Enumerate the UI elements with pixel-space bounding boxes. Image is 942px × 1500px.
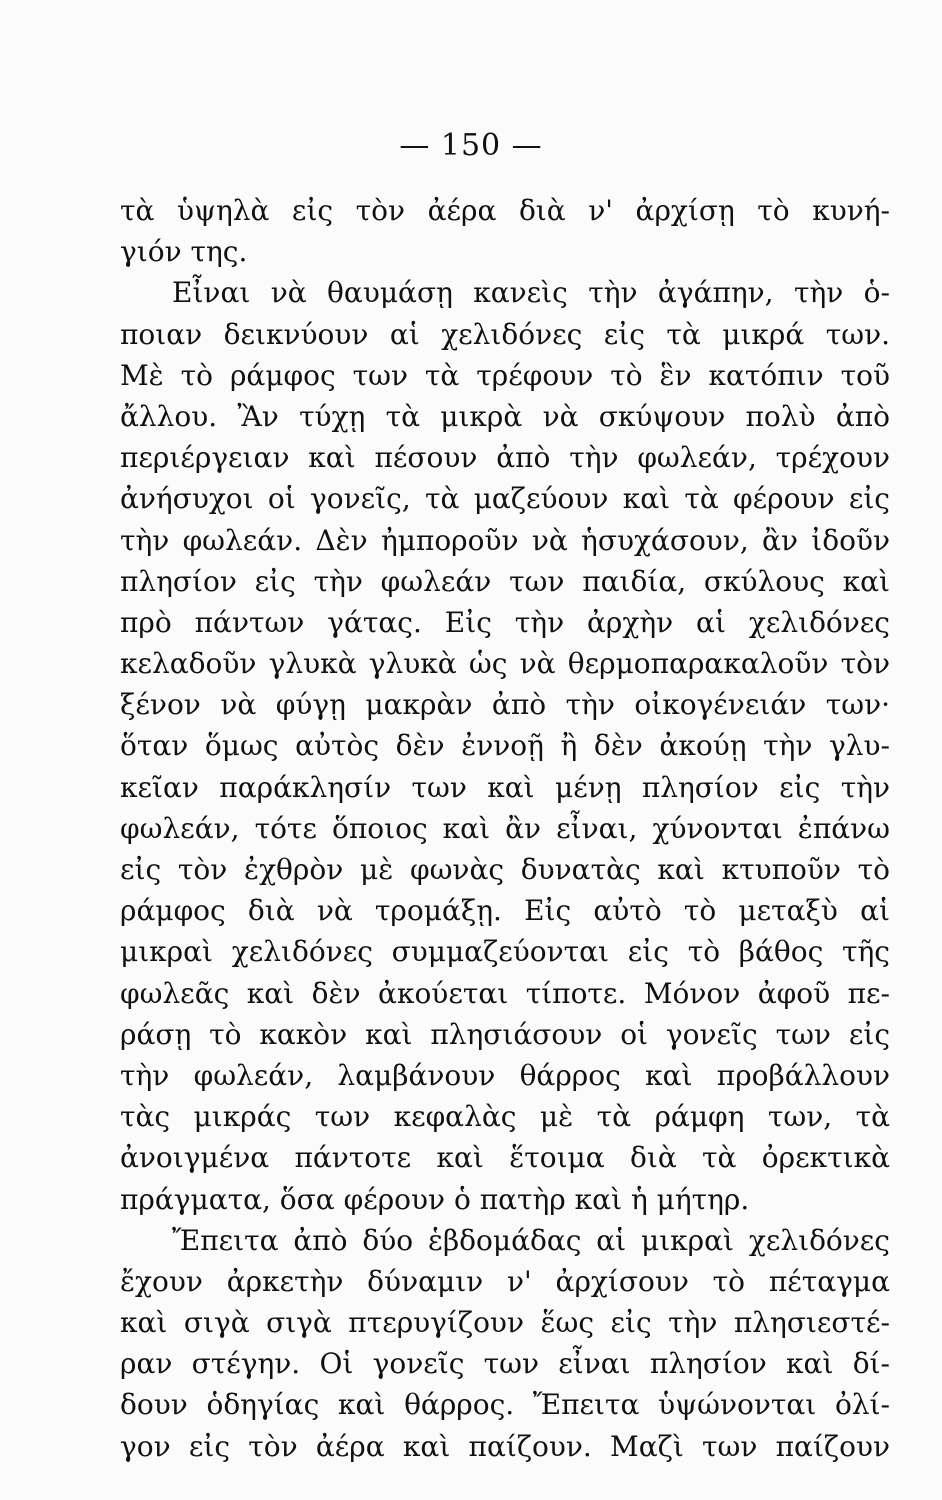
text-line: ἔχουν ἀρκετὴν δύναμιν ν' ἀρχίσουν τὸ πέταγμα (120, 1264, 890, 1298)
text-line: ἀνήσυχοι οἱ γονεῖς, τὰ μαζεύουν καὶ τὰ φέρουν εἰς (120, 482, 890, 516)
text-line: ἄλλου. Ἂν τύχῃ τὰ μικρὰ νὰ σκύψουν πολὺ ἀπὸ (120, 399, 890, 433)
text-line: Εἶναι νὰ θαυμάσῃ κανεὶς τὴν ἀγάπην, τὴν ὁ- (172, 276, 890, 310)
text-line: πράγματα, ὅσα φέρουν ὁ πατὴρ καὶ ἡ μήτηρ. (120, 1182, 750, 1216)
text-line: ράμφος διὰ νὰ τρομάξῃ. Εἰς αὐτὸ τὸ μεταξὺ αἱ (120, 894, 890, 928)
text-line: γιόν της. (120, 235, 248, 269)
text-line: περιέργειαν καὶ πέσουν ἀπὸ τὴν φωλεάν, τρέχουν (120, 441, 890, 475)
text-line: ράσῃ τὸ κακὸν καὶ πλησιάσουν οἱ γονεῖς των εἰς (120, 1017, 890, 1051)
body-text (120, 190, 890, 1467)
text-line: πλησίον εἰς τὴν φωλεάν των παιδία, σκύλους καὶ (120, 564, 890, 598)
text-line: ξένον νὰ φύγῃ μακρὰν ἀπὸ τὴν οἰκογένειάν των· (120, 688, 890, 722)
text-line: Μὲ τὸ ράμφος των τὰ τρέφουν τὸ ἓν κατόπιν τοῦ (120, 358, 890, 392)
text-line: τὴν φωλεάν. Δὲν ἠμποροῦν νὰ ἡσυχάσουν, ἂν ἰδοῦν (120, 523, 890, 557)
text-line: ραν στέγην. Οἱ γονεῖς των εἶναι πλησίον καὶ δί- (120, 1347, 890, 1381)
page-number: — 150 — (399, 128, 543, 163)
text-line: φωλεάν, τότε ὅποιος καὶ ἂν εἶναι, χύνονται ἐπάνω (120, 811, 890, 845)
text-line: φωλεᾶς καὶ δὲν ἀκούεται τίποτε. Μόνον ἀφοῦ πε- (120, 976, 890, 1010)
text-line: μικραὶ χελιδόνες συμμαζεύονται εἰς τὸ βάθος τῆς (120, 935, 890, 969)
text-line: εἰς τὸν ἐχθρὸν μὲ φωνὰς δυνατὰς καὶ κτυποῦν τὸ (120, 853, 890, 886)
text-line: ποιαν δεικνύουν αἱ χελιδόνες εἰς τὰ μικρά των. (120, 317, 890, 351)
text-line: τὴν φωλεάν, λαμβάνουν θάρρος καὶ προβάλλουν (120, 1058, 890, 1092)
text-line: ὅταν ὅμως αὐτὸς δὲν ἐννοῇ ἢ δὲν ἀκούῃ τὴν γλυ- (120, 729, 890, 763)
text-line: καὶ σιγὰ σιγὰ πτερυγίζουν ἕως εἰς τὴν πλησιεστέ- (120, 1306, 890, 1340)
text-line: τὰς μικράς των κεφαλὰς μὲ τὰ ράμφη των, τὰ (120, 1100, 890, 1134)
text-line: τὰ ὑψηλὰ εἰς τὸν ἀέρα διὰ ν' ἀρχίσῃ τὸ κυνή- (120, 194, 890, 227)
text-line: Ἔπειτα ἀπὸ δύο ἑβδομάδας αἱ μικραὶ χελιδόνες (172, 1223, 890, 1257)
text-line: ἀνοιγμένα πάντοτε καὶ ἕτοιμα διὰ τὰ ὀρεκτικὰ (120, 1141, 890, 1175)
text-line: δουν ὁδηγίας καὶ θάρρος. Ἔπειτα ὑψώνονται ὀλί- (120, 1388, 890, 1422)
text-line: κεῖαν παράκλησίν των καὶ μένῃ πλησίον εἰς τὴν (120, 770, 890, 804)
text-line: γον εἰς τὸν ἀέρα καὶ παίζουν. Μαζὶ των παίζουν (120, 1429, 890, 1463)
text-line: πρὸ πάντων γάτας. Εἰς τὴν ἀρχὴν αἱ χελιδόνες (120, 605, 890, 639)
text-line: κελαδοῦν γλυκὰ γλυκὰ ὡς νὰ θερμοπαρακαλοῦν τὸν (120, 647, 890, 681)
